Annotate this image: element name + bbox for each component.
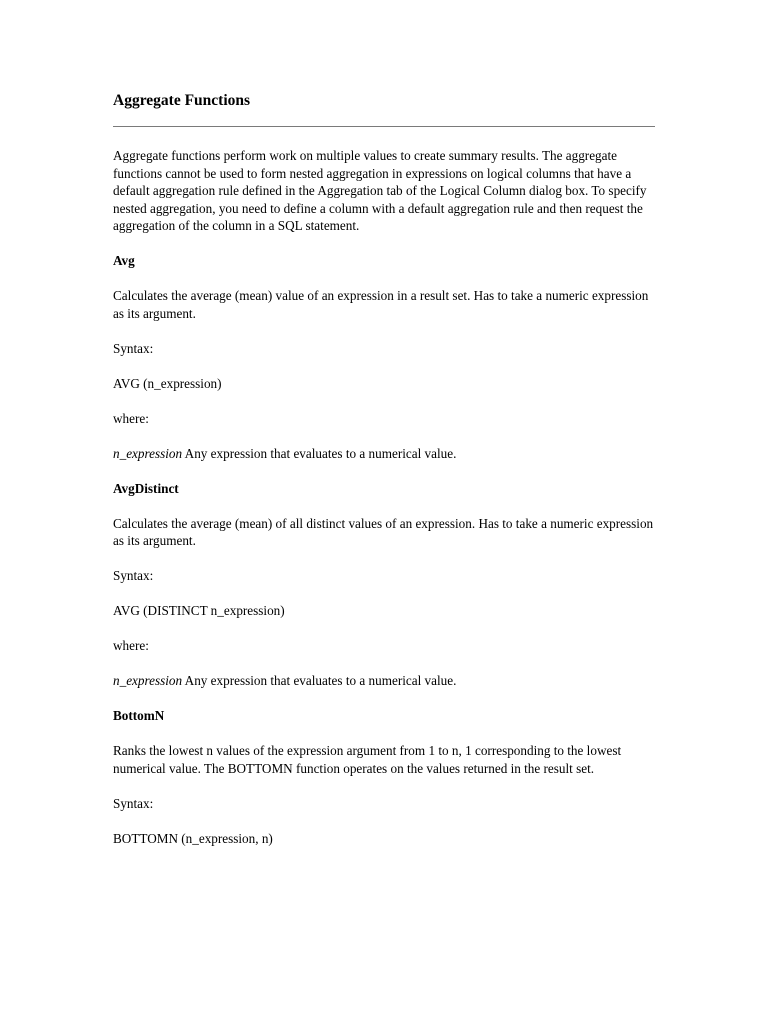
section-heading-avgdistinct: AvgDistinct bbox=[113, 480, 179, 496]
syntax-label-avgdistinct: Syntax: bbox=[113, 568, 154, 583]
syntax-avg: AVG (n_expression) bbox=[113, 375, 222, 391]
syntax-avgdistinct: AVG (DISTINCT n_expression) bbox=[113, 603, 285, 618]
parameter-name-avgdistinct: n_expression bbox=[113, 673, 183, 688]
page-title: Aggregate Functions bbox=[113, 92, 251, 109]
parameter-description-avgdistinct: Any expression that evaluates to a numerical value. bbox=[182, 673, 457, 688]
where-label-avgdistinct: where: bbox=[113, 638, 149, 653]
parameter-avgdistinct bbox=[113, 672, 658, 690]
syntax-bottomn: BOTTOMN (n_expression, n) bbox=[113, 830, 273, 846]
title-divider bbox=[113, 126, 655, 127]
parameter-avg bbox=[113, 445, 658, 463]
syntax-label-avg: Syntax: bbox=[113, 340, 154, 356]
description-bottomn: Ranks the lowest n values of the expression argument from 1 to n, 1 corresponding to the lowest numerical value. The BOTTOMN function operates on the values returned in the result set. bbox=[113, 743, 622, 776]
syntax-label-bottomn: Syntax: bbox=[113, 795, 154, 811]
description-avgdistinct: Calculates the average (mean) of all distinct values of an expression. Has to take a numeric expression as its argument. bbox=[113, 515, 654, 548]
section-heading-avg: Avg bbox=[113, 253, 135, 268]
section-heading-bottomn: BottomN bbox=[113, 708, 165, 723]
description-avg: Calculates the average (mean) value of an expression in a result set. Has to take a numeric expression as its argument. bbox=[113, 288, 649, 321]
document-body bbox=[113, 147, 658, 865]
intro-paragraph: Aggregate functions perform work on multiple values to create summary results. The aggregate functions cannot be used to form nested aggregation in expressions on logical columns that have a default aggregation rule defined in the Aggregation tab of the Logical Column dialog box. To specify nested aggregation, you need to define a column with a default aggregation rule and then request the aggregation of the column in a SQL statement. bbox=[113, 148, 647, 233]
parameter-name-avg: n_expression bbox=[113, 445, 183, 461]
parameter-description-avg: Any expression that evaluates to a numerical value. bbox=[182, 445, 457, 461]
where-label-avg: where: bbox=[113, 410, 149, 426]
